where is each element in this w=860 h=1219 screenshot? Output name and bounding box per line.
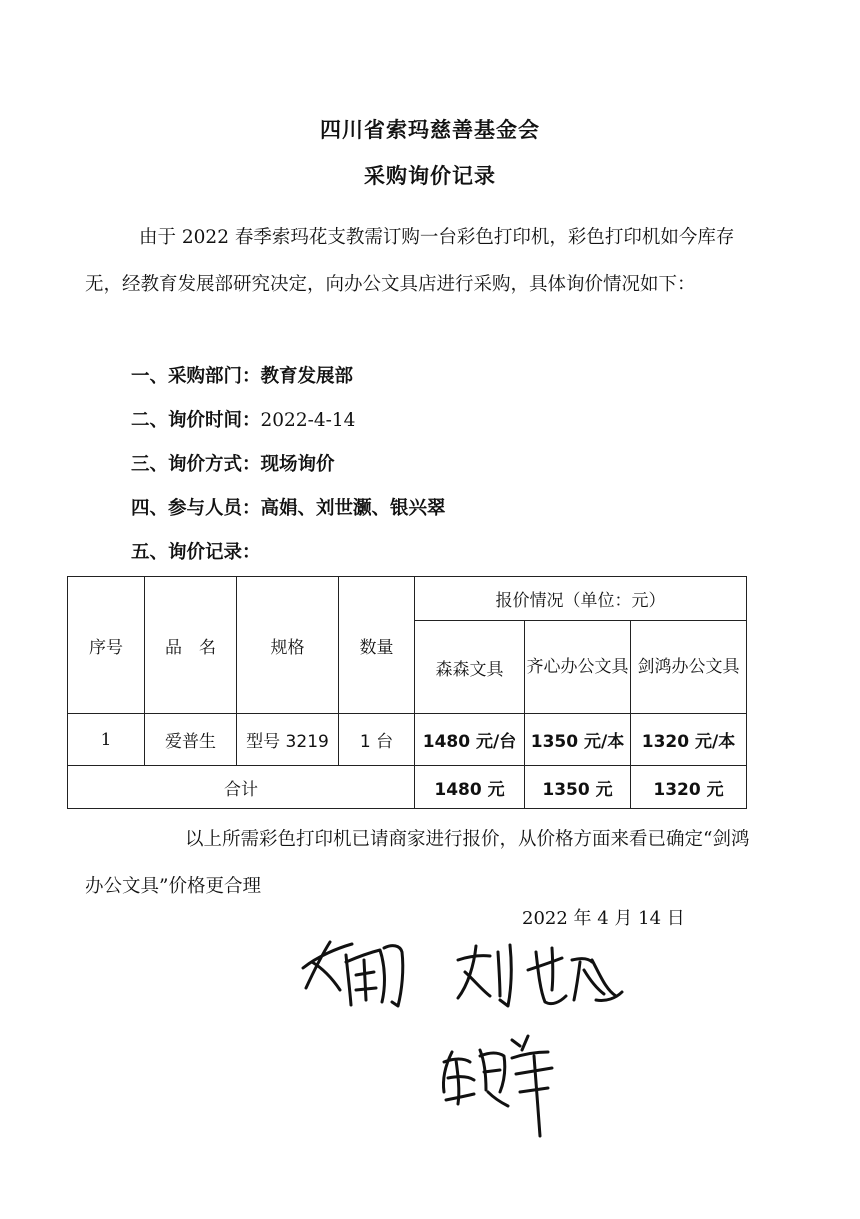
header-vendor-2: 齐心办公文具: [525, 621, 631, 714]
conclusion-paragraph: 以上所需彩色打印机已请商家进行报价，从价格方面来看已确定“剑鸿办公文具”价格更合理: [85, 829, 750, 897]
item-value: 教育发展部: [260, 366, 354, 387]
header-name: 品 名: [145, 577, 237, 714]
header-qty: 数量: [339, 577, 415, 714]
item-value: 现场询价: [260, 454, 335, 475]
org-title: 四川省索玛慈善基金会: [320, 118, 540, 142]
header-seq: 序号: [68, 577, 145, 714]
item-label: 五、询价记录：: [131, 542, 261, 563]
signing-date: 2022 年 4 月 14 日: [522, 908, 685, 929]
cell-spec: 型号 3219: [237, 714, 339, 766]
header-spec: 规格: [237, 577, 339, 714]
item-label: 二、询价时间：: [131, 410, 261, 431]
cell-seq: 1: [68, 714, 145, 766]
total-vendor-3: 1320 元: [631, 766, 747, 809]
item-label: 四、参与人员：: [131, 498, 261, 519]
item-value: 2022-4-14: [260, 410, 356, 431]
total-vendor-2: 1350 元: [525, 766, 631, 809]
signature-2: [458, 945, 622, 1006]
item-label: 一、采购部门：: [131, 366, 261, 387]
cell-vendor-2: 1350 元/本: [525, 714, 631, 766]
total-vendor-1: 1480 元: [415, 766, 525, 809]
intro-paragraph: 由于 2022 春季索玛花支教需订购一台彩色打印机，彩色打印机如今库存无，经教育发展部研究决定，向办公文具店进行采购，具体询价情况如下：: [85, 227, 735, 295]
item-label: 三、询价方式：: [131, 454, 261, 475]
item-value: 高娟、刘世灏、银兴翠: [260, 498, 446, 519]
cell-vendor-1: 1480 元/台: [415, 714, 525, 766]
header-vendor-3: 剑鸿办公文具: [631, 621, 747, 714]
total-label: 合计: [68, 766, 415, 809]
signature-3: [443, 1036, 552, 1136]
cell-name: 爱普生: [145, 714, 237, 766]
document-title: 采购询价记录: [364, 164, 496, 188]
cell-qty: 1 台: [339, 714, 415, 766]
header-quote-group: 报价情况（单位：元）: [415, 577, 747, 621]
header-vendor-1: 森森文具: [415, 621, 525, 714]
signature-1: [303, 942, 403, 1006]
cell-vendor-3: 1320 元/本: [631, 714, 747, 766]
